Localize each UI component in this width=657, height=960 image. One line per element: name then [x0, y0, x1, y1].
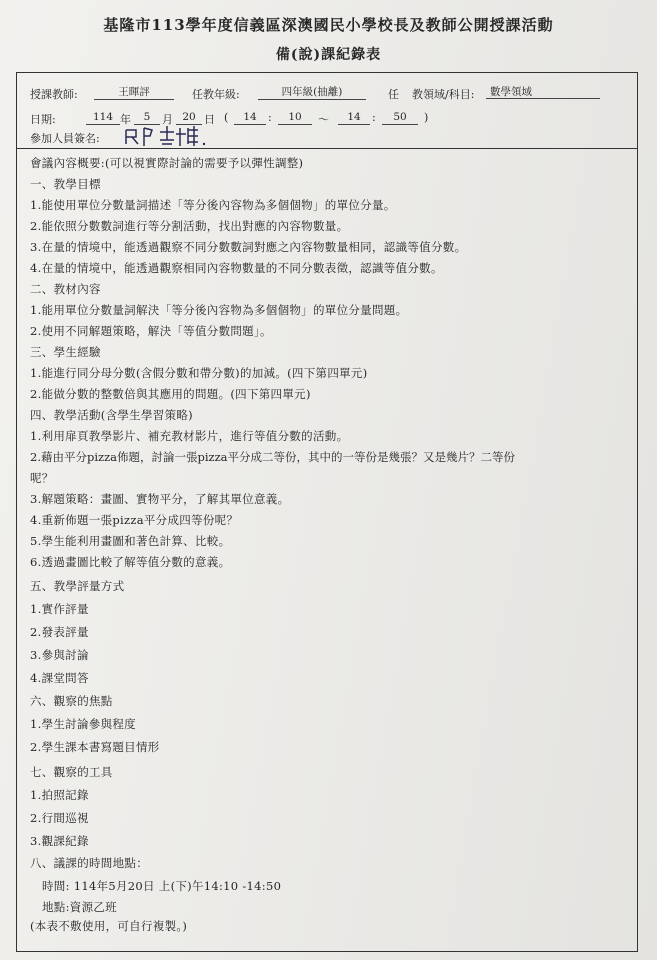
- content-line: 5.學生能利用畫圖和著色計算、比較。: [30, 534, 231, 548]
- section-heading-4: 四、教學活動(含學生學習策略): [30, 408, 193, 422]
- content-line: 4.課堂問答: [30, 671, 89, 685]
- document-subtitle: 備(說)課紀錄表: [275, 47, 382, 63]
- content-line: 1.實作評量: [30, 602, 89, 616]
- section-heading-5: 五、教學評量方式: [30, 579, 125, 593]
- date-year-unit: 年: [120, 113, 131, 126]
- content-line: 2.使用不同解題策略，解決「等值分數問題」。: [30, 324, 272, 338]
- content-line: 4.在量的情境中，能透過觀察相同內容物數量的不同分數表徵，認識等值分數。: [30, 261, 443, 275]
- end-hour: 14: [338, 110, 370, 125]
- content-line: 2.藉由平分pizza佈題，討論一張pizza平分成二等份，其中的一等份是幾張？又是幾片？二等份: [30, 450, 515, 464]
- meeting-location: 地點:資源乙班: [42, 900, 117, 914]
- paren-open: (: [224, 111, 229, 124]
- content-line: 1.學生討論參與程度: [30, 717, 136, 731]
- content-line: 3.解題策略：畫圖、實物平分，了解其單位意義。: [30, 492, 290, 506]
- content-line: 3.參與討論: [30, 648, 89, 662]
- content-line: 2.能依照分數數詞進行等分割活動，找出對應的內容物數量。: [30, 219, 349, 233]
- section-heading-6: 六、觀察的焦點: [30, 694, 113, 708]
- content-line: 1.能進行同分母分數(含假分數和帶分數)的加減。(四下第四單元): [30, 366, 368, 380]
- content-line: 2.發表評量: [30, 625, 89, 639]
- date-month: 5: [134, 110, 160, 125]
- document-title: 基隆市113學年度信義區深澳國民小學校長及教師公開授課活動: [103, 16, 554, 34]
- content-line: 1.能用單位分數量詞解決「等分後內容物為多個個物」的單位分量問題。: [30, 303, 408, 317]
- section-heading-1: 一、教學目標: [30, 177, 101, 191]
- content-line: 3.在量的情境中，能透過觀察不同分數數詞對應之內容物數量相同，認識等值分數。: [30, 240, 467, 254]
- end-minute: 50: [382, 110, 418, 125]
- content-intro: 會議內容概要:(可以視實際討論的需要予以彈性調整): [30, 156, 304, 170]
- section-heading-2: 二、教材內容: [30, 282, 101, 296]
- content-line: 3.觀課紀錄: [30, 834, 89, 848]
- date-day: 20: [176, 110, 202, 125]
- date-month-unit: 月: [162, 113, 173, 126]
- date-year: 114: [86, 110, 120, 125]
- grade-label: 任教年級:: [192, 88, 240, 101]
- handwritten-signature: [120, 122, 260, 150]
- meeting-time: 時間: 114年5月20日 上(下)午14:10 -14:50: [42, 879, 282, 893]
- start-minute: 10: [278, 110, 312, 125]
- participants-label: 參加人員簽名:: [30, 132, 100, 145]
- subject-label-a: 任: [388, 88, 399, 101]
- section-heading-8: 八、議課的時間地點：: [30, 856, 148, 870]
- content-line: 4.重新佈題一張pizza平分成四等份呢？: [30, 513, 239, 527]
- date-label: 日期:: [30, 113, 56, 126]
- footnote: (本表不敷使用，可自行複製。): [30, 919, 188, 933]
- teacher-label: 授課教師:: [30, 88, 78, 101]
- subject-label-b: 教領域/科目:: [412, 88, 475, 101]
- colon-1: :: [268, 111, 272, 124]
- content-line: 2.能做分數的整數倍與其應用的問題。(四下第四單元): [30, 387, 311, 401]
- section-heading-7: 七、觀察的工具: [30, 765, 113, 779]
- section-heading-3: 三、學生經驗: [30, 345, 101, 359]
- content-line: 1.利用扉頁教學影片、補充教材影片，進行等值分數的活動。: [30, 429, 349, 443]
- teacher-value: 王暉評: [94, 85, 174, 100]
- subject-value: 數學領域: [486, 85, 600, 99]
- grade-value: 四年級(抽離): [258, 85, 366, 100]
- content-line: 2.學生課本書寫題目情形: [30, 740, 160, 754]
- content-line: 6.透過畫圖比較了解等值分數的意義。: [30, 555, 231, 569]
- content-line: 呢？: [30, 471, 54, 485]
- date-day-unit: 日: [204, 113, 215, 126]
- content-line: 1.拍照記錄: [30, 788, 89, 802]
- time-tilde: ～: [318, 113, 329, 126]
- colon-2: :: [372, 111, 376, 124]
- header-divider: [16, 148, 638, 149]
- content-line: 1.能使用單位分數量詞描述「等分後內容物為多個個物」的單位分量。: [30, 198, 396, 212]
- content-line: 2.行間巡視: [30, 811, 89, 825]
- paren-close: ): [424, 111, 429, 124]
- start-hour: 14: [234, 110, 266, 125]
